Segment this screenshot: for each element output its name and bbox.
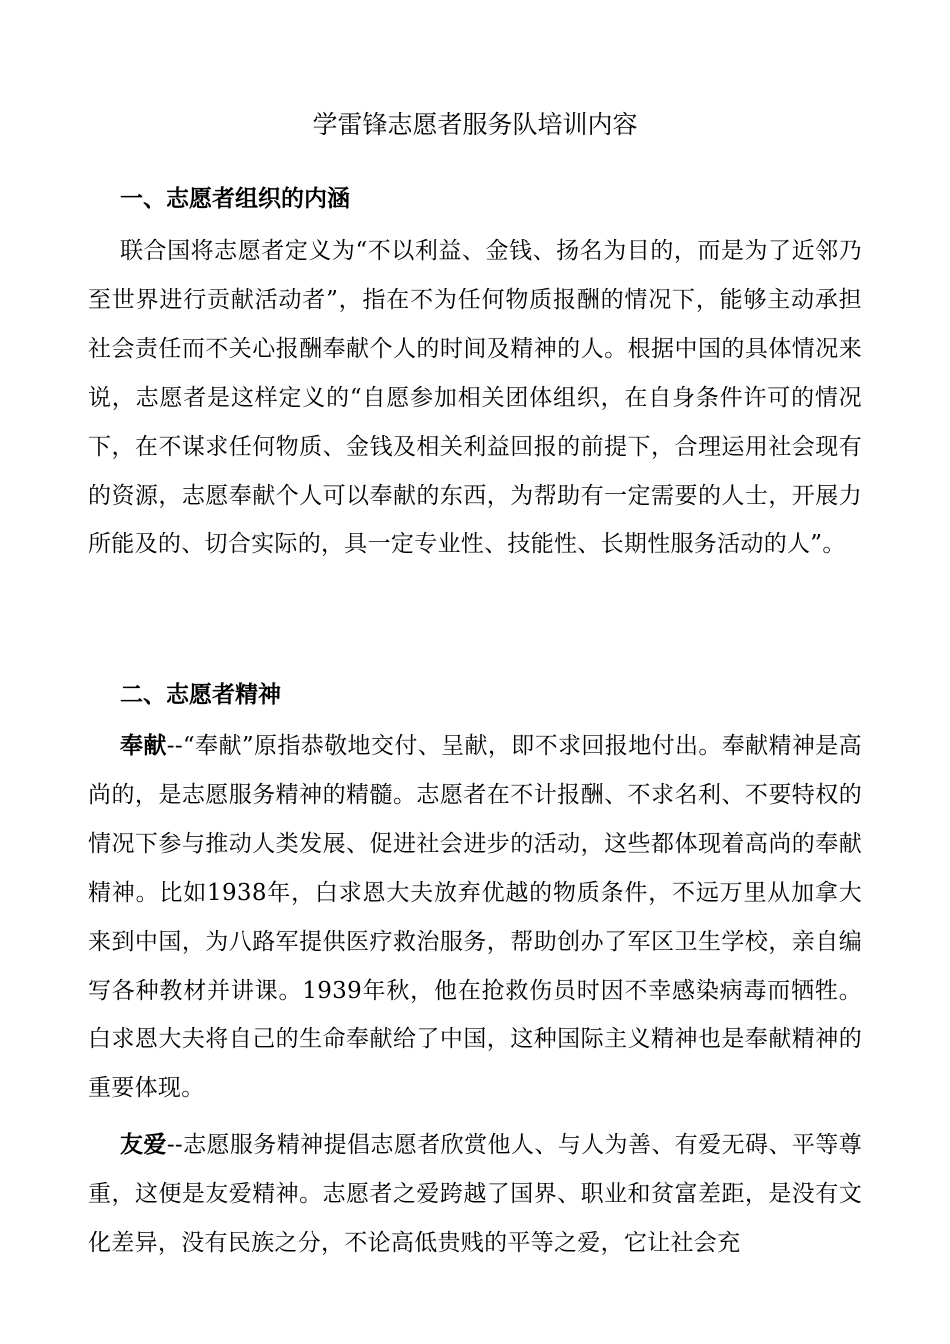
paragraph-fraternity [88, 1121, 862, 1268]
text-fraternity: --志愿服务精神提倡志愿者欣赏他人、与人为善、有爱无碍、平等尊重，这便是友爱精神。志愿者之爱跨越了国界、职业和贫富差距，是没有文化差异，没有民族之分，不论高低贵贱的平等之爱，它让社会充 [88, 1132, 863, 1256]
document-title: 学雷锋志愿者服务队培训内容 [312, 110, 638, 139]
term-fraternity: 友爱 [120, 1132, 167, 1158]
term-dedication: 奉献 [120, 733, 167, 759]
section-heading-connotation: 一、志愿者组织的内涵 [120, 186, 350, 212]
section-paragraph-connotation: 联合国将志愿者定义为“不以利益、金钱、扬名为目的，而是为了近邻乃至世界进行贡献活动者”，指在不为任何物质报酬的情况下，能够主动承担社会责任而不关心报酬奉献个人的时间及精神的人。根据中国的具体情况来说，志愿者是这样定义的“自愿参加相关团体组织，在自身条件许可的情况下，在不谋求任何物质、金钱及相关利益回报的前提下，合理运用社会现有的资源，志愿奉献个人可以奉献的东西，为帮助有一定需要的人士，开展力所能及的、切合实际的，具一定专业性、技能性、长期性服务活动的人”。 [88, 238, 862, 558]
paragraph-dedication [88, 722, 862, 1113]
text-dedication: --“奉献”原指恭敬地交付、呈献，即不求回报地付出。奉献精神是高尚的，是志愿服务精神的精髓。志愿者在不计报酬、不求名利、不要特权的情况下参与推动人类发展、促进社会进步的活动，这些都体现着高尚的奉献精神。比如1938年，白求恩大夫放弃优越的物质条件，不远万里从加拿大来到中国，为八路军提供医疗救治服务，帮助创办了军区卫生学校，亲自编写各种教材并讲课。1939年秋，他在抢救伤员时因不幸感染病毒而牺牲。白求恩大夫将自己的生命奉献给了中国，这种国际主义精神也是奉献精神的重要体现。 [88, 733, 862, 1102]
section-heading-spirit: 二、志愿者精神 [120, 682, 281, 708]
